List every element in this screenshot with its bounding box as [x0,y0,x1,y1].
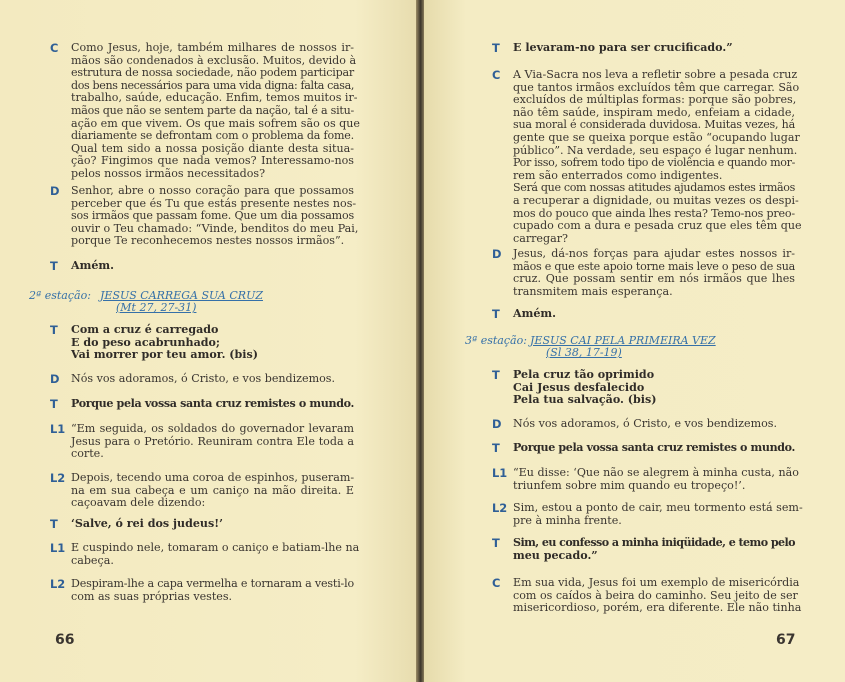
text-line: perceber que és Tu que estás presente nestes nos- [71,196,357,210]
speaker-label: T [492,536,500,550]
text-line: a recuperar a dignidade, ou muitas vezes os despi- [513,194,799,207]
speaker-label: T [492,368,500,382]
speaker-label: T [50,397,58,411]
text-line: diariamente se defrontam com o problema da fome. [71,129,354,143]
text-line: corte. [71,447,104,461]
text-line: não têm saúde, inspiram medo, enfeiam a cidade, [513,105,795,119]
response-line: Vai morrer por teu amor. (bis) [71,348,259,362]
text-line: misericordioso, porém, era diferente. Ele não tinha [513,601,802,615]
response-line: Pela cruz tão oprimido [513,368,655,381]
text-line: gente que se queixa porque estão “ocupando lugar [513,131,800,144]
text-line: Despiram-lhe a capa vermelha e tornaram a vesti-lo [71,577,354,590]
speaker-label: D [492,417,502,431]
speaker-label: L1 [492,466,508,480]
text-line: pre à minha frente. [513,513,622,527]
right-page [424,0,845,682]
text-line: Senhor, abre o nosso coração para que possamos [71,184,354,197]
speaker-label: T [492,41,500,55]
text-line: E cuspindo nele, tomaram o caniço e batiam-lhe na [71,541,360,554]
speaker-label: T [50,259,58,273]
text-line: Nós vos adoramos, ó Cristo, e vos bendizemos. [513,417,778,430]
text-line: estrutura de nossa sociedade, não podem participar [71,66,354,80]
text-line: pelos nossos irmãos necessitados? [71,167,266,180]
response-line: Amém. [513,307,557,320]
station-label: 3ª estação: [465,334,527,347]
text-line: transmitem mais esperança. [513,284,673,298]
text-line: A Via-Sacra nos leva a refletir sobre a pesada cruz [513,68,798,81]
text-line: cabeça. [71,553,114,567]
text-line: rem são enterrados como indigentes. [513,168,723,182]
text-line: cruz. Que possam sentir em nós irmãos que lhes [513,272,795,286]
text-line: Nós vos adoramos, ó Cristo, e vos bendizemos. [71,372,336,385]
speaker-label: D [492,247,502,261]
speaker-label: L2 [50,577,66,591]
text-line: público”. Na verdade, seu espaço é lugar nenhum. [513,143,798,157]
text-line: ção? Fingimos que nada vemos? Interessamo-nos [71,154,354,168]
speaker-label: L1 [50,541,66,555]
response-line: meu pecado.” [513,548,598,562]
text-line: ouvir o Teu chamado: “Vinde, benditos do meu Pai, [71,221,359,235]
station-title: JESUS CARREGA SUA CRUZ [100,289,263,302]
text-line: excluídos de múltiplas formas: porque são pobres, [513,93,797,107]
response-line: Com a cruz é carregado [71,323,219,336]
text-line: na em sua cabeça e um caniço na mão direita. E [71,483,354,497]
speaker-label: C [492,576,501,590]
text-line: caçoavam dele dizendo: [71,496,206,510]
speaker-label: L1 [50,422,66,436]
text-line: mãos são condenados à exclusão. Muitos, devido à [71,53,357,67]
response-line: Porque pela vossa santa cruz remistes o mundo. [513,441,795,454]
text-line: porque Te reconhecemos nestes nossos irmãos”. [71,234,345,248]
text-line: trabalho, saúde, educação. Enfim, temos muitos ir- [71,91,358,105]
text-line: mãos que não se sentem parte da nação, tal é a situ- [71,104,354,117]
speaker-label: D [50,372,60,386]
left-page-number: 66 [55,632,75,648]
text-line: que tantos irmãos excluídos têm que carregar. São [513,80,800,94]
speaker-label: T [492,441,500,455]
text-line: Depois, tecendo uma coroa de espinhos, puseram- [71,471,355,484]
response-line: Pela tua salvação. (bis) [513,393,657,407]
speaker-label: C [492,68,501,82]
speaker-label: L2 [50,471,66,485]
left-page [0,0,418,682]
text-line: Em sua vida, Jesus foi um exemplo de misericórdia [513,576,800,589]
text-line: Jesus, dá-nos forças para ajudar estes nossos ir- [513,247,795,260]
text-line: mos do pouco que ainda lhes resta? Temo-nos preo- [513,206,795,220]
scripture-reference: (Sl 38, 17-19) [546,346,622,359]
response-line: Sim, eu confesso a minha iniqüidade, e temo pelo [513,536,795,549]
station-label: 2ª estação: [29,289,91,302]
speaker-label: C [50,41,59,55]
text-line: Jesus para o Pretório. Reuniram contra Ele toda a [71,434,354,448]
response-line: E levaram-no para ser crucificado.” [513,41,733,54]
response-line: Cai Jesus desfalecido [513,380,645,394]
text-line: “Em seguida, os soldados do governador levaram [71,422,354,435]
text-line: Sim, estou a ponto de cair, meu tormento está sem- [513,501,803,514]
station-title: JESUS CAI PELA PRIMEIRA VEZ [530,334,716,347]
speaker-label: D [50,184,60,198]
speaker-label: L2 [492,501,508,515]
response-line: E do peso acabrunhado; [71,335,221,349]
speaker-label: T [50,323,58,337]
response-line: Amém. [71,259,115,272]
text-line: Como Jesus, hoje, também milhares de nossos ir- [71,41,354,54]
text-line: “Eu disse: ‘Que não se alegrem à minha custa, não [513,466,799,479]
text-line: sos irmãos que passam fome. Que um dia possamos [71,209,354,223]
speaker-label: T [492,307,500,321]
response-line: ‘Salve, ó rei dos judeus!’ [71,517,223,530]
text-line: sua moral é considerada duvidosa. Muitas vezes, há [513,118,795,132]
response-line: Porque pela vossa santa cruz remistes o mundo. [71,397,354,410]
speaker-label: T [50,517,58,531]
text-line: cupado com a dura e pesada cruz que eles têm que [513,219,802,233]
right-page-number: 67 [776,632,796,648]
text-line: carregar? [513,231,568,245]
text-line: com os caídos à beira do caminho. Seu jeito de ser [513,588,798,602]
text-line: mãos e que este apoio torne mais leve o peso de sua [513,259,795,273]
text-line: triunfem sobre mim quando eu tropeço!’. [513,478,746,492]
scripture-reference: (Mt 27, 27-31) [116,301,197,314]
text-line: Será que com nossas atitudes ajudamos estes irmãos [513,181,795,195]
text-line: ação em que vivem. Os que mais sofrem são os que [71,116,360,130]
text-line: Por isso, sofrem todo tipo de violência e quando mor- [513,156,795,170]
text-line: com as suas próprias vestes. [71,589,233,603]
text-line: Qual tem sido a nossa posição diante desta situa- [71,141,354,155]
text-line: dos bens necessários para uma vida digna: falta casa, [71,78,354,92]
